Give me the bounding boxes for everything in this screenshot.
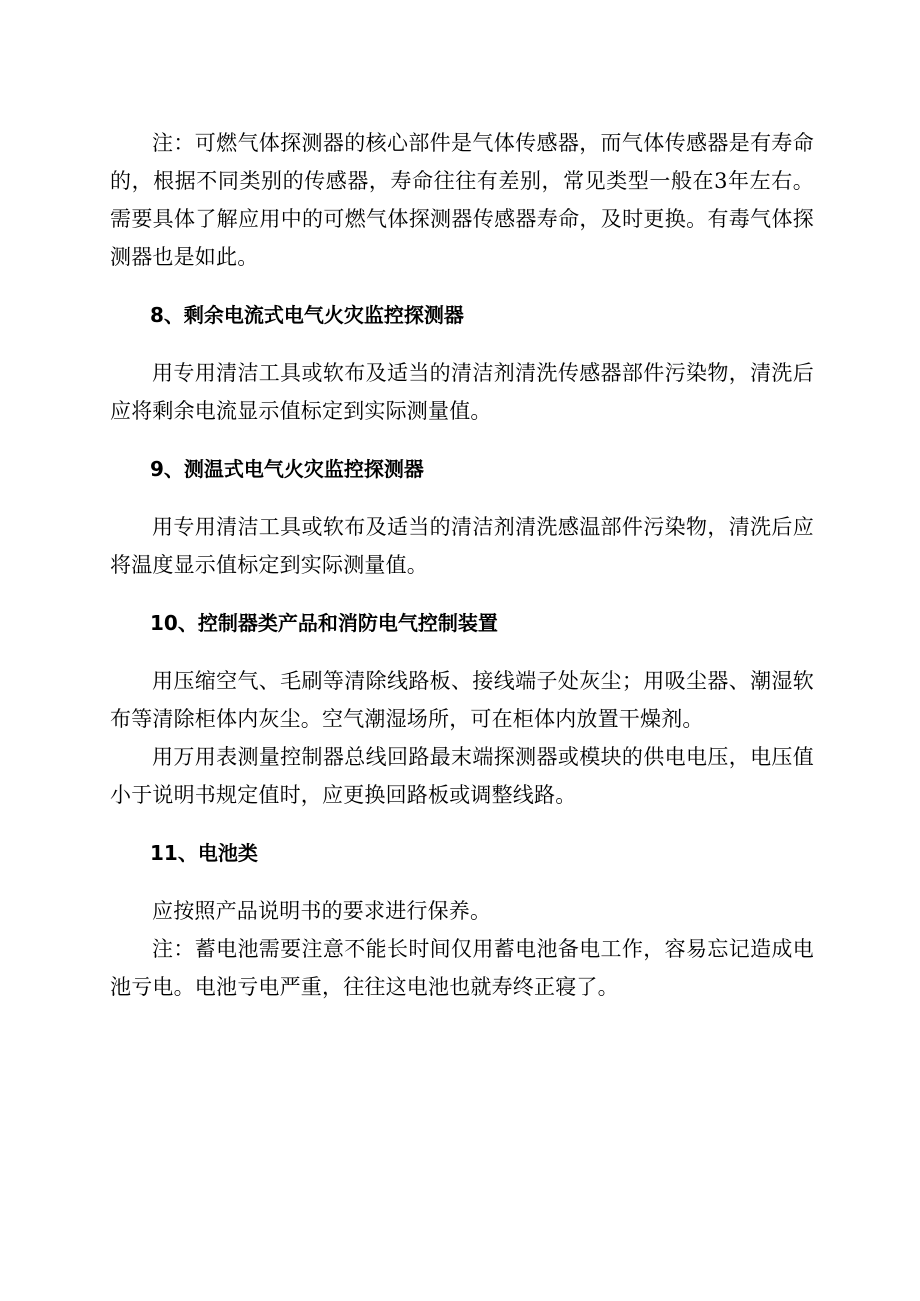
section-10-paragraph-2: 用万用表测量控制器总线回路最末端探测器或模块的供电电压，电压值小于说明书规定值时，应更换回路板或调整线路。: [110, 745, 814, 807]
section-8-paragraph: 用专用清洁工具或软布及适当的清洁剂清洗传感器部件污染物，清洗后应将剩余电流显示值标定到实际测量值。: [110, 361, 814, 423]
section-10-heading: 10、控制器类产品和消防电气控制装置: [150, 611, 498, 635]
section-11-note-paragraph: 注：蓄电池需要注意不能长时间仅用蓄电池备电工作，容易忘记造成电池亏电。电池亏电严重，往往这电池也就寿终正寝了。: [110, 937, 814, 999]
section-11-paragraph-1: 应按照产品说明书的要求进行保养。: [152, 899, 492, 923]
section-11-heading: 11、电池类: [150, 841, 258, 865]
note-sensor-paragraph: 注：可燃气体探测器的核心部件是气体传感器，而气体传感器是有寿命的，根据不同类别的传感器，寿命往往有差别，常见类型一般在3年左右。需要具体了解应用中的可燃气体探测器传感器寿命，及时更换。有毒气体探测器也是如此。: [110, 131, 814, 269]
document-body: [110, 124, 814, 1006]
section-9-heading: 9、测温式电气火灾监控探测器: [150, 457, 424, 481]
section-8-heading: 8、剩余电流式电气火灾监控探测器: [150, 303, 464, 327]
section-9-paragraph: 用专用清洁工具或软布及适当的清洁剂清洗感温部件污染物，清洗后应将温度显示值标定到实际测量值。: [110, 515, 814, 577]
section-10-paragraph-1: 用压缩空气、毛刷等清除线路板、接线端子处灰尘；用吸尘器、潮湿软布等清除柜体内灰尘。空气潮湿场所，可在柜体内放置干燥剂。: [110, 669, 814, 731]
